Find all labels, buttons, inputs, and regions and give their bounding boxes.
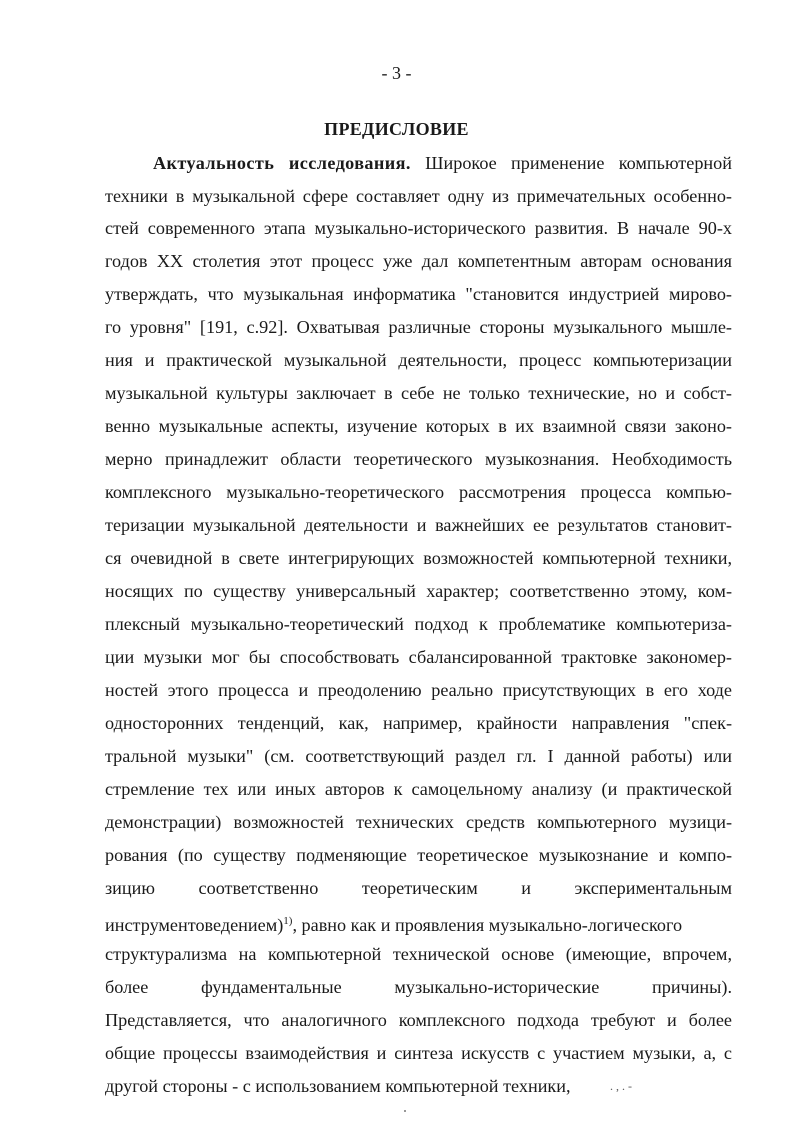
text-line: более фундаментальные музыкально-исторические причины). [105,977,732,997]
scan-artifact-dot [404,1110,406,1112]
text-line: Представляется, что аналогичного комплексного подхода требуют и более [105,1010,732,1030]
text-line: теризации музыкальной деятельности и важнейших ее результатов становит- [105,515,732,535]
text-line: годов XX столетия этот процесс уже дал компетентным авторам основания [105,251,732,271]
text-line: общие процессы взаимодействия и синтеза искусств с участием музыки, а, с [105,1043,732,1063]
text-line: тральной музыки" (см. соответствующий раздел гл. I данной работы) или [105,746,732,766]
text-line [153,151,732,175]
text-line: рования (по существу подменяющие теоретическое музыкознание и компо- [105,845,732,865]
text-line: зицию соответственно теоретическим и экспериментальным [105,878,732,898]
text-line: утверждать, что музыкальная информатика "становится индустрией мирово- [105,284,732,304]
lead-bold-phrase: Актуальность исследования. [153,153,411,173]
text-line: ностей этого процесса и преодолению реально присутствующих в его ходе [105,680,732,700]
text-line: ции музыки мог бы способствовать сбалансированной трактовке закономер- [105,647,732,667]
text-line: плексный музыкально-теоретический подход к проблематике компьютериза- [105,614,732,634]
text-line: музыкальной культуры заключает в себе не только технические, но и собст- [105,383,732,403]
text-line-content: Широкое применение компьютерной [410,153,732,173]
text-line: стремление тех или иных авторов к самоцельному анализу (и практической [105,779,732,799]
text-line: ния и практической музыкальной деятельности, процесс компьютеризации [105,350,732,370]
text-line: демонстрации) возможностей технических средств компьютерного музици- [105,812,732,832]
text-line: техники в музыкальной сфере составляет одну из примечательных особенно- [105,186,732,206]
text-line: венно музыкальные аспекты, изучение которых в их взаимной связи законо- [105,416,732,436]
text-line: структурализма на компьютерной технической основе (имеющие, впрочем, [105,944,732,964]
page-title: ПРЕДИСЛОВИЕ [324,119,469,139]
text-line: мерно принадлежит области теоретического музыкознания. Необходимость [105,449,732,469]
text-line: носящих по существу универсальный характер; соответственно этому, ком- [105,581,732,601]
text-line-content: , равно как и проявления музыкально-логического [292,915,683,935]
text-line: стей современного этапа музыкально-исторического развития. В начале 90-х [105,218,732,238]
text-line: го уровня" [191, с.92]. Охватывая различные стороны музыкального мышле- [105,317,732,337]
page-number: - 3 - [381,63,412,83]
text-line-content: инструментоведением) [105,915,284,935]
text-line: другой стороны - с использованием компьютерной техники, [105,1076,571,1096]
text-line: ся очевидной в свете интегрирующих возможностей компьютерной техники, [105,548,732,568]
scan-artifact: . , . - [610,1079,632,1093]
text-line [105,909,682,937]
footnote-marker: 1) [283,915,293,927]
text-line: комплексного музыкально-теоретического рассмотрения процесса компью- [105,482,732,502]
text-line: односторонних тенденций, как, например, крайности направления "спек- [105,713,732,733]
